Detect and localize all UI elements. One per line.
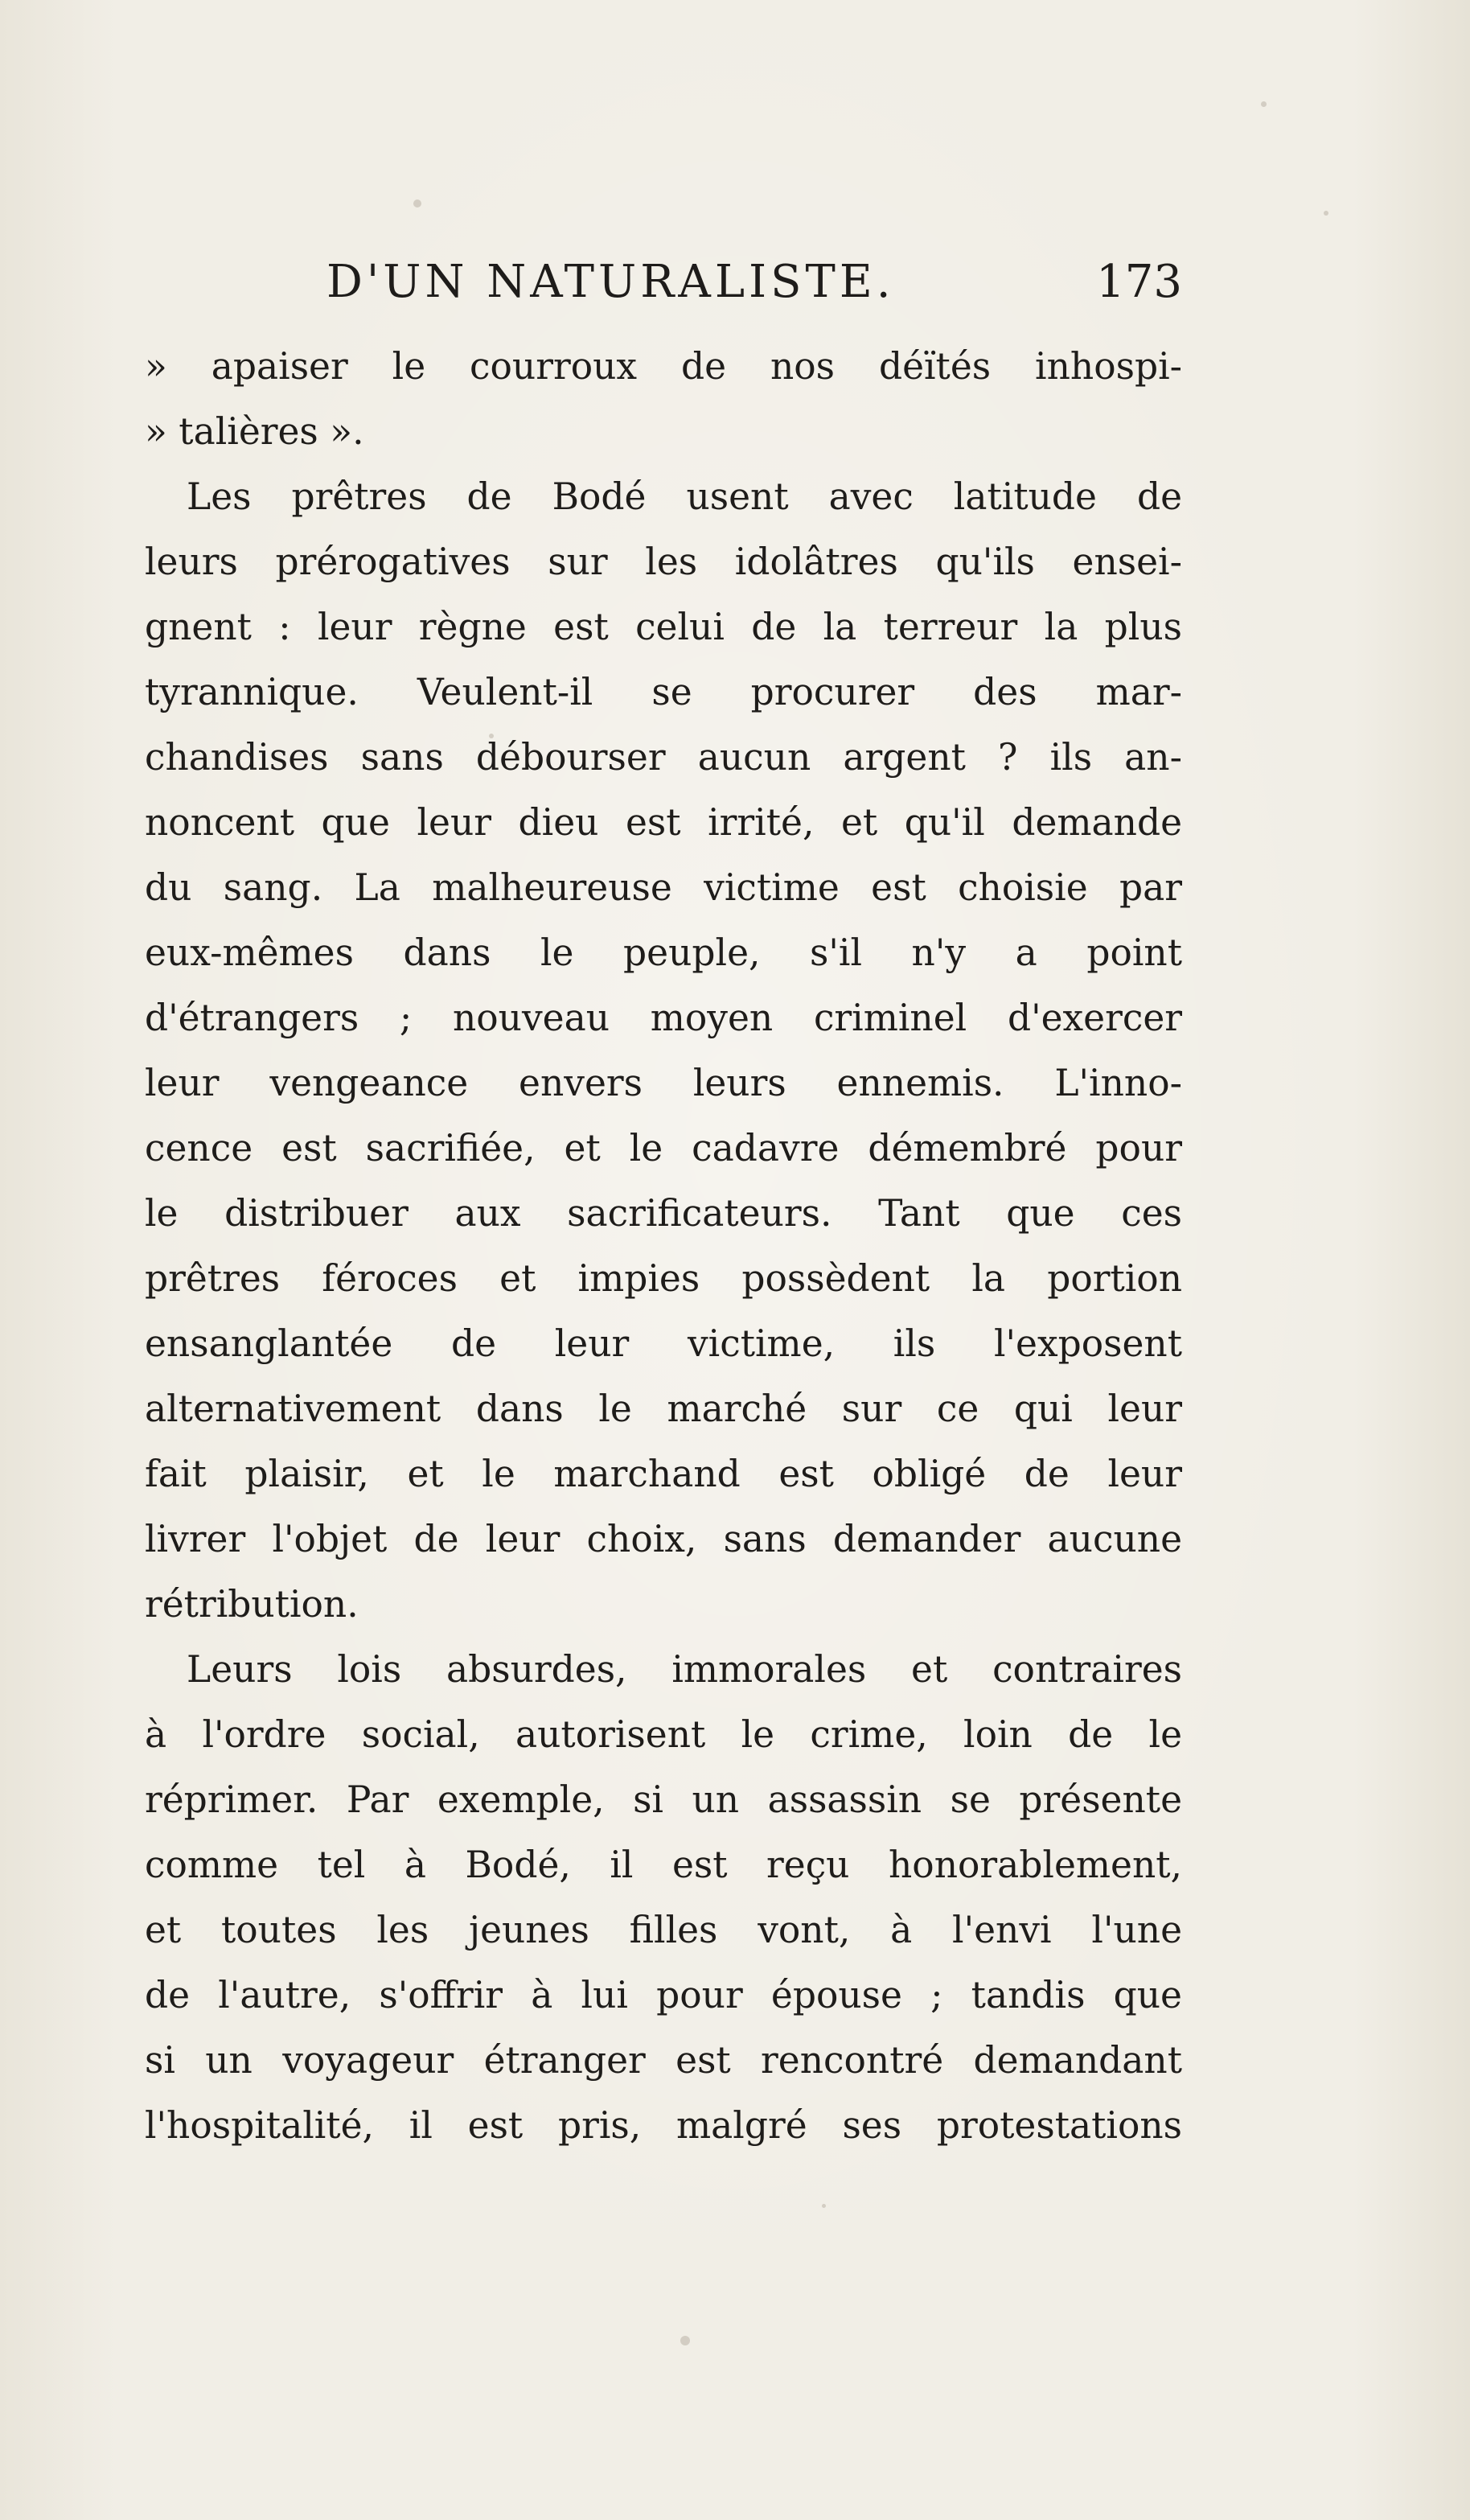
text-line: Leurs lois absurdes, immorales et contraires (187, 1648, 1182, 1691)
body-text (145, 334, 1182, 2158)
paper-speck (822, 2204, 826, 2208)
page-header (145, 256, 1182, 320)
paper-speck (1324, 211, 1328, 216)
text-line: gnent : leur règne est celui de la terreur la plus (145, 606, 1182, 648)
text-line: leurs prérogatives sur les idolâtres qu'ils ensei- (145, 541, 1182, 583)
paper-speck (680, 2336, 690, 2345)
text-line: » apaiser le courroux de nos déïtés inhospi- (145, 345, 1182, 388)
text-line: prêtres féroces et impies possèdent la portion (145, 1257, 1182, 1300)
text-line: à l'ordre social, autorisent le crime, loin de le (145, 1713, 1182, 1756)
text-line: chandises sans débourser aucun argent ? ils an- (145, 736, 1182, 779)
running-title: D'UN NATURALISTE. (326, 256, 895, 308)
text-line: livrer l'objet de leur choix, sans demander aucune (145, 1518, 1182, 1560)
page-number: 173 (1096, 256, 1182, 308)
text-line: l'hospitalité, il est pris, malgré ses protestations (145, 2104, 1182, 2147)
text-line: de l'autre, s'offrir à lui pour épouse ; tandis que (145, 1974, 1182, 2016)
text-line: du sang. La malheureuse victime est choisie par (145, 866, 1182, 909)
text-line: réprimer. Par exemple, si un assassin se présente (145, 1778, 1182, 1821)
text-line: alternativement dans le marché sur ce qui leur (145, 1387, 1182, 1430)
text-line: et toutes les jeunes filles vont, à l'envi l'une (145, 1909, 1182, 1951)
text-line: si un voyageur étranger est rencontré demandant (145, 2039, 1182, 2082)
text-line: Les prêtres de Bodé usent avec latitude de (187, 475, 1182, 518)
text-line: eux-mêmes dans le peuple, s'il n'y a point (145, 931, 1182, 974)
text-line: fait plaisir, et le marchand est obligé de leur (145, 1453, 1182, 1495)
paper-speck (413, 199, 421, 208)
text-line: noncent que leur dieu est irrité, et qu'il demande (145, 801, 1182, 844)
paper-speck (1261, 101, 1267, 107)
text-line: cence est sacrifiée, et le cadavre démembré pour (145, 1127, 1182, 1170)
text-line: leur vengeance envers leurs ennemis. L'inno- (145, 1062, 1182, 1104)
text-line: comme tel à Bodé, il est reçu honorablement, (145, 1844, 1182, 1886)
text-line: d'étrangers ; nouveau moyen criminel d'exercer (145, 997, 1182, 1039)
text-line: tyrannique. Veulent-il se procurer des mar- (145, 671, 1182, 713)
text-line: rétribution. (145, 1583, 359, 1626)
text-line: le distribuer aux sacrificateurs. Tant que ces (145, 1192, 1182, 1235)
text-line: » talières ». (145, 410, 364, 453)
text-line: ensanglantée de leur victime, ils l'exposent (145, 1322, 1182, 1365)
